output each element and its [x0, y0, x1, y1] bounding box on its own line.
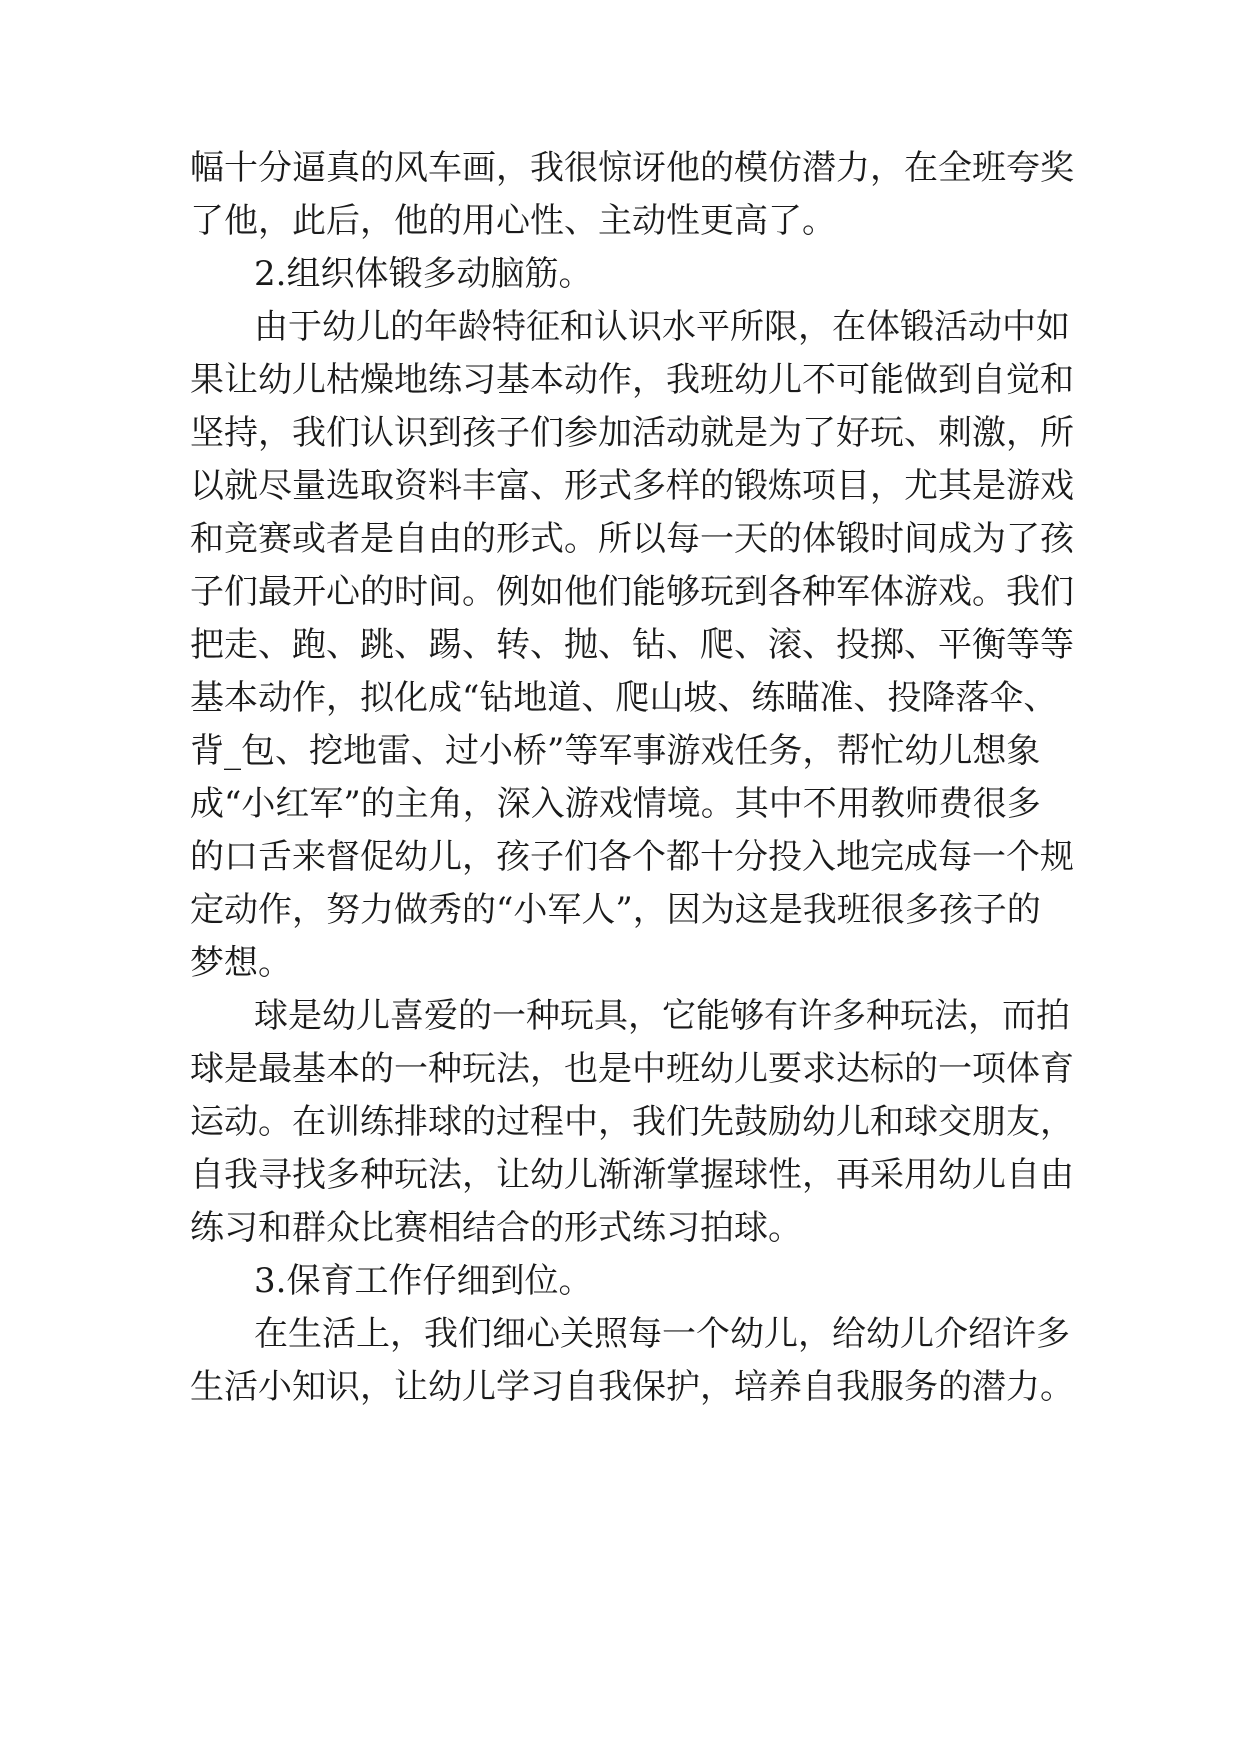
text-line: 子们最开心的时间。例如他们能够玩到各种军体游戏。我们 — [190, 572, 1074, 612]
text-line: 梦想。 — [190, 943, 292, 983]
text-line: 球是最基本的一种玩法，也是中班幼儿要求达标的一项体育 — [190, 1049, 1074, 1089]
text-line: 和竞赛或者是自由的形式。所以每一天的体锻时间成为了孩 — [190, 519, 1074, 559]
text-line: 生活小知识，让幼儿学习自我保护，培养自我服务的潜力。 — [190, 1367, 1074, 1407]
text-line: 果让幼儿枯燥地练习基本动作，我班幼儿不可能做到自觉和 — [190, 360, 1074, 400]
text-line: 自我寻找多种玩法，让幼儿渐渐掌握球性，再采用幼儿自由 — [190, 1155, 1074, 1195]
text-line: 以就尽量选取资料丰富、形式多样的锻炼项目，尤其是游戏 — [190, 466, 1074, 506]
text-line: 球是幼儿喜爱的一种玩具，它能够有许多种玩法，而拍 — [254, 996, 1070, 1036]
text-line: 练习和群众比赛相结合的形式练习拍球。 — [190, 1208, 802, 1248]
text-line: 基本动作，拟化成“钻地道、爬山坡、练瞄准、投降落伞、 — [190, 678, 1058, 718]
text-line: 幅十分逼真的风车画，我很惊讶他的模仿潜力，在全班夸奖 — [190, 148, 1074, 188]
text-line: 由于幼儿的年龄特征和认识水平所限，在体锻活动中如 — [254, 307, 1070, 347]
text-line: 坚持，我们认识到孩子们参加活动就是为了好玩、刺激，所 — [190, 413, 1074, 453]
section-heading: 2.组织体锻多动脑筋。 — [254, 254, 593, 294]
text-line: 成“小红军”的主角，深入游戏情境。其中不用教师费很多 — [190, 784, 1041, 824]
text-line: 定动作，努力做秀的“小军人”，因为这是我班很多孩子的 — [190, 890, 1041, 930]
section-heading: 3.保育工作仔细到位。 — [254, 1261, 593, 1301]
text-line: 把走、跑、跳、踢、转、抛、钻、爬、滚、投掷、平衡等等 — [190, 625, 1074, 665]
text-line: 背_包、挖地雷、过小桥”等军事游戏任务，帮忙幼儿想象 — [190, 731, 1041, 771]
text-line: 在生活上，我们细心关照每一个幼儿，给幼儿介绍许多 — [254, 1314, 1070, 1354]
text-line: 运动。在训练排球的过程中，我们先鼓励幼儿和球交朋友， — [190, 1102, 1074, 1142]
text-line: 了他，此后，他的用心性、主动性更高了。 — [190, 201, 836, 241]
text-line: 的口舌来督促幼儿，孩子们各个都十分投入地完成每一个规 — [190, 837, 1074, 877]
